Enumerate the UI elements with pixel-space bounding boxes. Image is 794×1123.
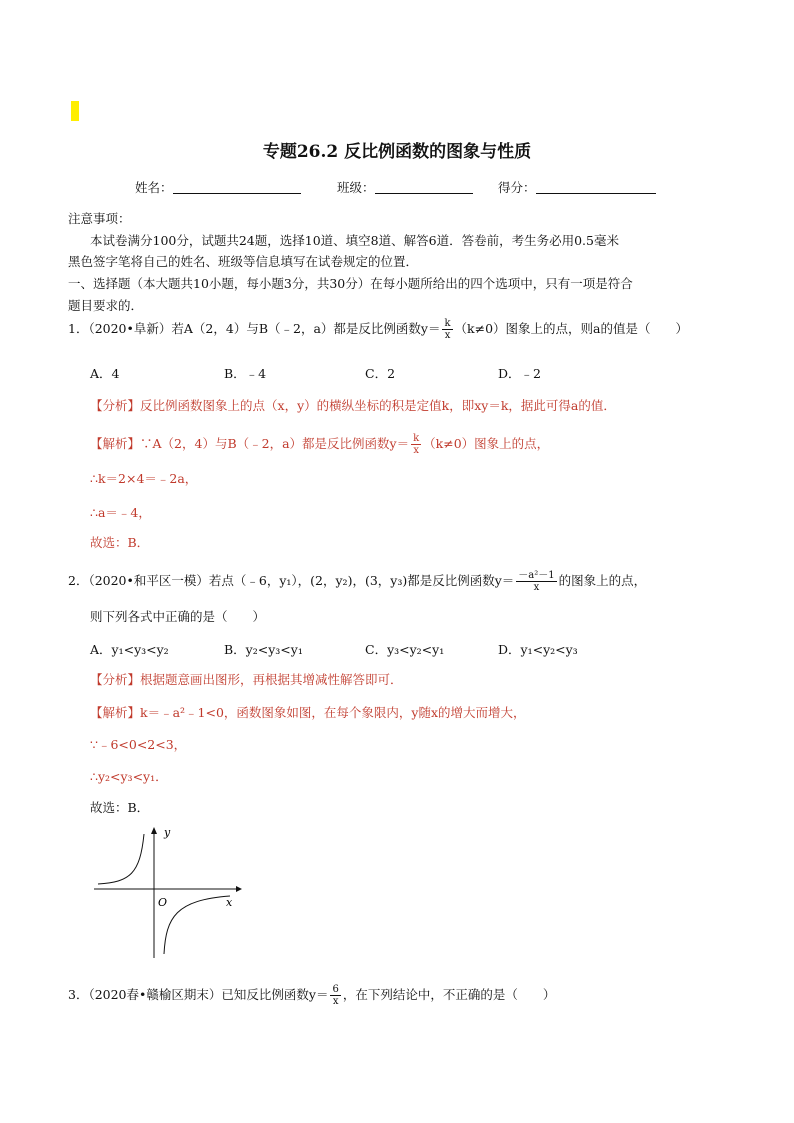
question-2-stem-line-2: 则下列各式中正确的是（ ） [90, 609, 266, 624]
fraction-denominator: x [413, 445, 419, 456]
fraction-denominator: x [444, 330, 451, 341]
class-field[interactable] [337, 178, 473, 196]
q1-step-1: ∴k＝2×4＝﹣2a， [90, 471, 198, 486]
q2-answer: 故选：B． [90, 800, 150, 815]
hyperbola-branch-right [164, 896, 230, 954]
q1-step-2: ∴a＝﹣4， [90, 505, 151, 520]
q1-analysis [90, 396, 616, 414]
notes-line-1: 本试卷满分100分，试题共24题，选择10道、填空8道、解答6道．答卷前，考生务必用0.5毫米 [90, 233, 619, 248]
solution-tag: 【解析】 [90, 436, 141, 451]
fraction-denominator: x [533, 582, 540, 593]
name-blank[interactable] [173, 180, 301, 194]
fraction [442, 318, 452, 341]
question-source: （2020•阜新） [88, 321, 172, 336]
option-b[interactable]: B．y₂<y₃<y₁ [224, 642, 303, 657]
page-title: 专题26.2 反比例函数的图象与性质 [262, 142, 532, 162]
name-field[interactable] [135, 178, 301, 196]
fraction-numerator: 6 [332, 984, 339, 995]
q2-step-1: ∵﹣6<0<2<3， [90, 737, 187, 752]
y-axis-label: y [164, 826, 171, 839]
class-blank[interactable] [375, 180, 473, 194]
hyperbola-graph [90, 822, 250, 962]
option-c[interactable]: C．2 [365, 366, 396, 381]
analysis-tag: 【分析】 [90, 672, 141, 687]
origin-label: O [158, 896, 168, 909]
notes-heading: 注意事项： [68, 211, 131, 226]
analysis-tag: 【分析】 [90, 398, 141, 413]
fraction-numerator: k [413, 433, 420, 444]
score-blank[interactable] [536, 180, 656, 194]
analysis-text: 根据题意画出图形，再根据其增减性解答即可． [140, 672, 403, 687]
question-text-end: （k≠0）图象上的点，则a的值是（ ） [454, 321, 689, 336]
highlight-mark [71, 101, 79, 121]
analysis-text: 反比例函数图象上的点（x，y）的横纵坐标的积是定值k，即xy＝k，据此可得a的值． [140, 398, 616, 413]
question-text: 已知反比例函数y＝ [221, 987, 329, 1002]
q1-solution [90, 433, 549, 456]
q2-solution [90, 703, 526, 721]
name-label: 姓名： [135, 180, 173, 195]
solution-tag: 【解析】 [90, 705, 141, 720]
fraction [516, 570, 556, 593]
notes-line-2: 黑色签字笔将自己的姓名、班级等信息填写在试卷规定的位置． [68, 254, 419, 269]
class-label: 班级： [337, 180, 375, 195]
q2-step-2: ∴y₂<y₃<y₁． [90, 769, 168, 784]
question-number: 3． [68, 987, 89, 1002]
question-2-stem [68, 570, 646, 593]
option-a[interactable]: A．4 [90, 366, 120, 381]
x-axis-arrow [236, 886, 242, 892]
question-number: 1． [68, 321, 89, 336]
option-c[interactable]: C．y₃<y₂<y₁ [365, 642, 445, 657]
q1-answer: 故选：B． [90, 535, 150, 550]
question-text: 若点（﹣6，y₁），(2，y₂)，(3，y₃)都是反比例函数y＝ [208, 573, 515, 588]
section-heading-line-1: 一、选择题（本大题共10小题，每小题3分，共30分）在每小题所给出的四个选项中，只有一项是符合 [68, 276, 633, 291]
fraction-denominator: x [332, 996, 339, 1007]
fraction [330, 984, 340, 1007]
question-source: （2020春•赣榆区期末） [88, 987, 222, 1002]
y-axis-arrow [151, 827, 157, 834]
score-field[interactable] [498, 178, 656, 196]
fraction-numerator: k [444, 318, 451, 329]
section-heading-line-2: 题目要求的． [68, 298, 144, 313]
option-b[interactable]: B．﹣4 [224, 366, 267, 381]
question-text-end: 的图象上的点， [558, 573, 647, 588]
option-d[interactable]: D．y₁<y₂<y₃ [498, 642, 578, 657]
solution-text: ∵A（2，4）与B（﹣2，a）都是反比例函数y＝ [140, 436, 410, 451]
solution-text: k＝﹣a²﹣1<0，函数图象如图，在每个象限内，y随x的增大而增大， [140, 705, 526, 720]
score-label: 得分： [498, 180, 536, 195]
question-text-end: ，在下列结论中，不正确的是（ ） [342, 987, 556, 1002]
question-3-stem [68, 984, 555, 1007]
question-text: 若A（2，4）与B（﹣2，a）都是反比例函数y＝ [171, 321, 441, 336]
fraction [411, 433, 421, 456]
x-axis-label: x [226, 896, 233, 909]
option-a[interactable]: A．y₁<y₃<y₂ [90, 642, 169, 657]
fraction-numerator: －a²－1 [518, 570, 555, 581]
question-number: 2． [68, 573, 89, 588]
question-source: （2020•和平区一模） [88, 573, 209, 588]
hyperbola-branch-left [98, 834, 144, 884]
q2-analysis [90, 670, 403, 688]
question-1-stem [68, 318, 688, 341]
solution-text-end: （k≠0）图象上的点， [423, 436, 550, 451]
option-d[interactable]: D．﹣2 [498, 366, 541, 381]
